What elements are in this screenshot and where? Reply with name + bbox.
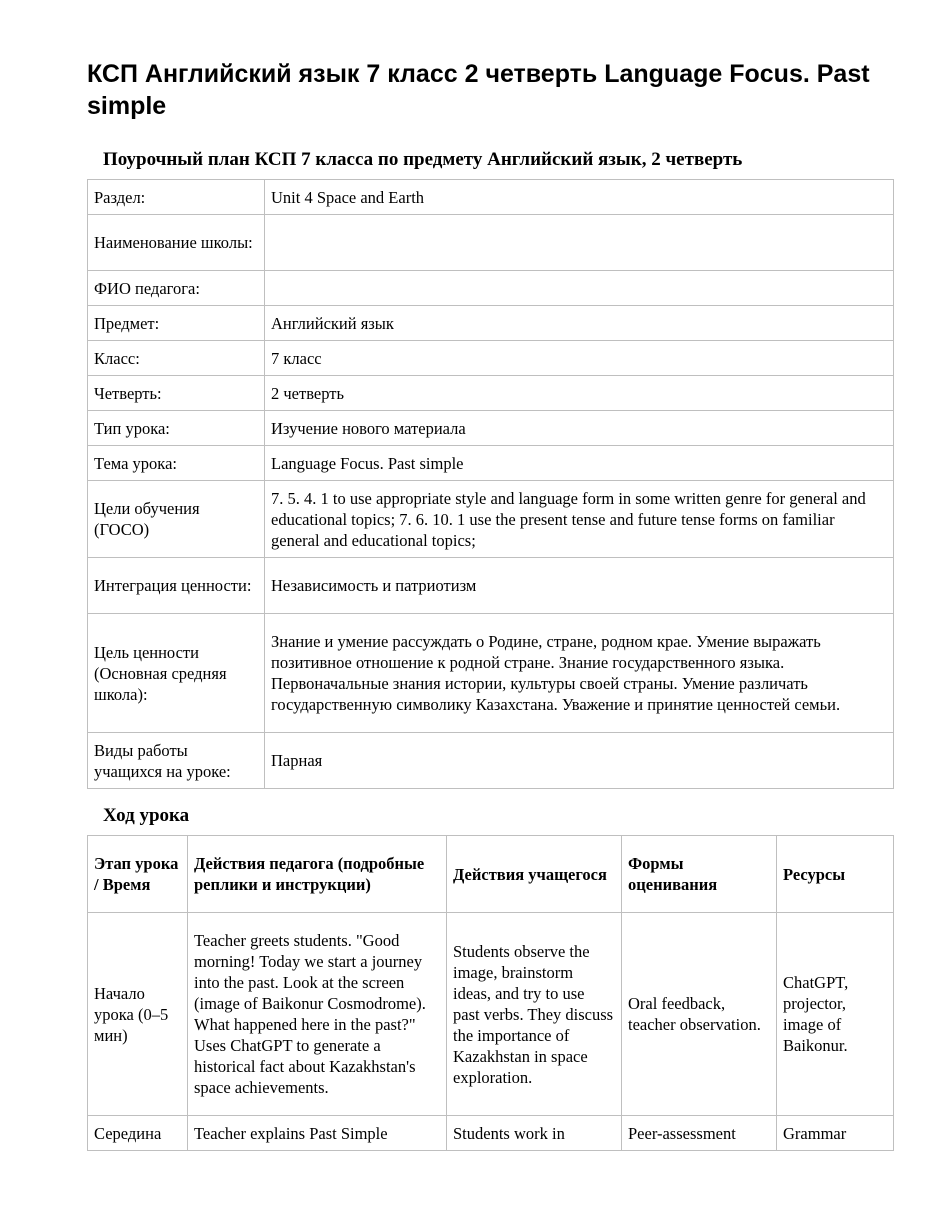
info-value: Парная xyxy=(265,733,894,789)
lesson-info-table xyxy=(87,179,894,789)
teacher-cell: Teacher explains Past Simple xyxy=(188,1116,447,1151)
student-cell: Students work in xyxy=(447,1116,622,1151)
info-value: 2 четверть xyxy=(265,376,894,411)
table-row xyxy=(88,180,894,215)
info-label: Тема урока: xyxy=(88,446,265,481)
table-row xyxy=(88,306,894,341)
info-label: Предмет: xyxy=(88,306,265,341)
info-value: 7. 5. 4. 1 to use appropriate style and language form in some written genre for general and educational topics; 7. 6. 10. 1 use the present tense and future tense forms on familiar general and educational topics; xyxy=(265,481,894,558)
column-header-teacher: Действия педагога (подробные реплики и инструкции) xyxy=(188,836,447,913)
table-row xyxy=(88,446,894,481)
table-row xyxy=(88,376,894,411)
assessment-cell: Oral feedback, teacher observation. xyxy=(622,913,777,1116)
info-label: Четверть: xyxy=(88,376,265,411)
info-value xyxy=(265,215,894,271)
info-label: Наименование школы: xyxy=(88,215,265,271)
info-value: Знание и умение рассуждать о Родине, стране, родном крае. Умение выражать позитивное отношение к родной стране. Знание государственного языка. Первоначальные знания истории, культуры своей страны. Умение различать государственную символику Казахстана. Уважение и принятие ценностей семьи. xyxy=(265,614,894,733)
assessment-cell: Peer-assessment xyxy=(622,1116,777,1151)
info-value: Изучение нового материала xyxy=(265,411,894,446)
table-row xyxy=(88,215,894,271)
info-value: Unit 4 Space and Earth xyxy=(265,180,894,215)
stage-cell: Начало урока (0–5 мин) xyxy=(88,913,188,1116)
info-label: ФИО педагога: xyxy=(88,271,265,306)
column-header-stage: Этап урока / Время xyxy=(88,836,188,913)
info-value xyxy=(265,271,894,306)
column-header-student: Действия учащегося xyxy=(447,836,622,913)
table-row xyxy=(88,411,894,446)
info-value: 7 класс xyxy=(265,341,894,376)
plan-heading: Поурочный план КСП 7 класса по предмету Английский язык, 2 четверть xyxy=(103,149,743,170)
info-label: Тип урока: xyxy=(88,411,265,446)
resources-cell: Grammar xyxy=(777,1116,894,1151)
student-cell: Students observe the image, brainstorm ideas, and try to use past verbs. They discuss the importance of Kazakhstan in space exploration. xyxy=(447,913,622,1116)
info-label: Цели обучения (ГОСО) xyxy=(88,481,265,558)
table-row xyxy=(88,913,894,1116)
table-row xyxy=(88,733,894,789)
info-label: Виды работы учащихся на уроке: xyxy=(88,733,265,789)
info-label: Класс: xyxy=(88,341,265,376)
info-label: Цель ценности (Основная средняя школа): xyxy=(88,614,265,733)
document-title: КСП Английский язык 7 класс 2 четверть Language Focus. Past simple xyxy=(87,60,870,120)
table-row xyxy=(88,614,894,733)
table-row xyxy=(88,1116,894,1151)
info-value: Английский язык xyxy=(265,306,894,341)
info-value: Language Focus. Past simple xyxy=(265,446,894,481)
resources-cell: ChatGPT, projector, image of Baikonur. xyxy=(777,913,894,1116)
info-label: Раздел: xyxy=(88,180,265,215)
lesson-flow-table xyxy=(87,835,894,1151)
info-label: Интеграция ценности: xyxy=(88,558,265,614)
course-heading: Ход урока xyxy=(103,805,190,826)
table-header-row xyxy=(88,836,894,913)
column-header-assessment: Формы оценивания xyxy=(622,836,777,913)
teacher-cell: Teacher greets students. "Good morning! Today we start a journey into the past. Look at the screen (image of Baikonur Cosmodrome). What happened here in the past?" Uses ChatGPT to generate a historical fact about Kazakhstan's space achievements. xyxy=(188,913,447,1116)
column-header-resources: Ресурсы xyxy=(777,836,894,913)
table-row xyxy=(88,481,894,558)
table-row xyxy=(88,341,894,376)
table-row xyxy=(88,558,894,614)
stage-cell: Середина xyxy=(88,1116,188,1151)
table-row xyxy=(88,271,894,306)
info-value: Независимость и патриотизм xyxy=(265,558,894,614)
